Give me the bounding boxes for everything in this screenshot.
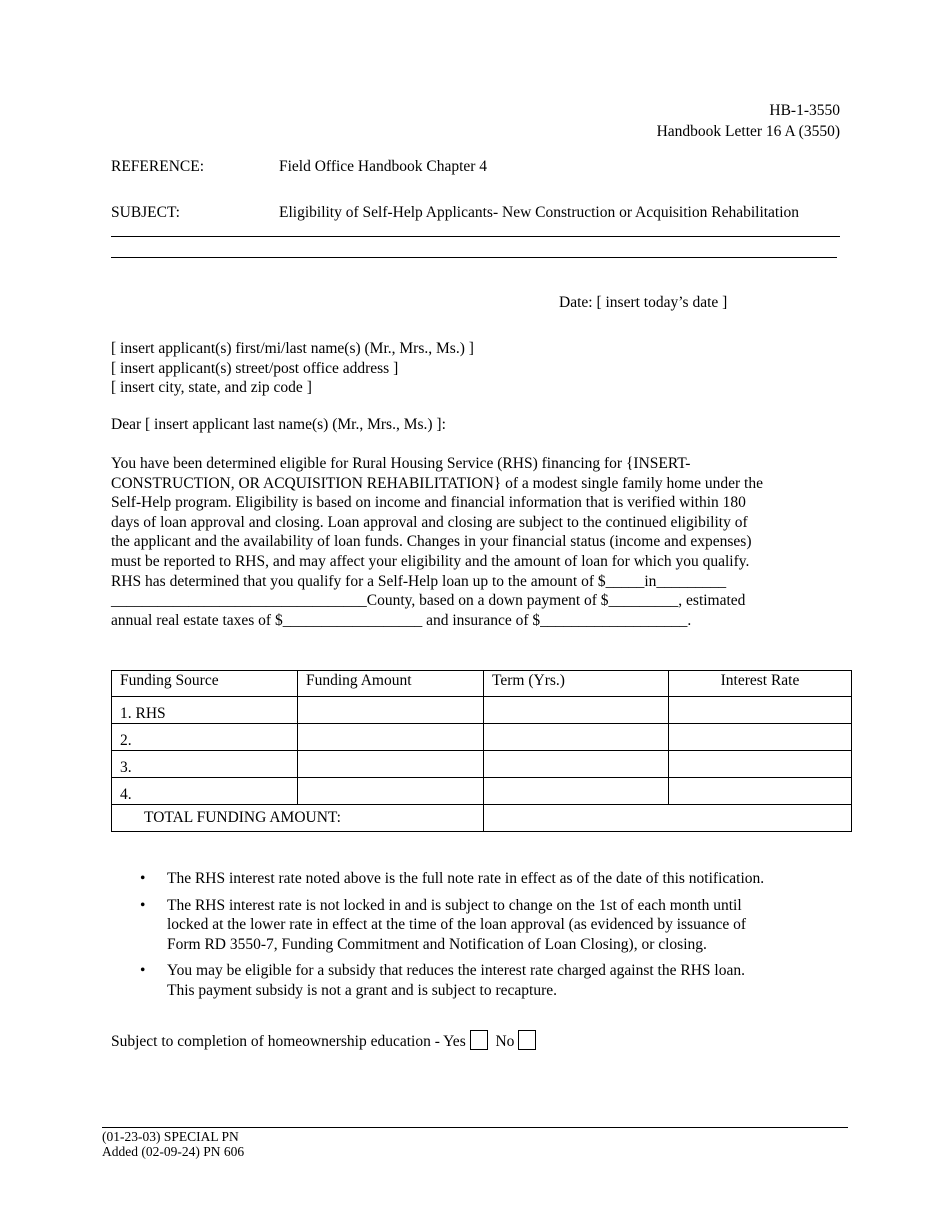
bullet-line: You may be eligible for a subsidy that reduces the interest rate charged against the RHS loan. [167,962,745,980]
table-cell[interactable] [298,751,484,778]
list-item [140,869,847,889]
yes-checkbox[interactable] [470,1030,488,1050]
subject-value: Eligibility of Self-Help Applicants- New Construction or Acquisition Rehabilitation [279,204,800,221]
table-cell[interactable] [298,697,484,724]
reference-value: Field Office Handbook Chapter 4 [279,158,488,175]
table-row [112,724,852,751]
table-cell[interactable] [669,724,852,751]
date-line: Date: [ insert today’s date ] [559,294,728,311]
table-cell[interactable] [669,778,852,805]
table-cell[interactable] [298,778,484,805]
table-cell: 3. [112,751,298,778]
body-line: RHS has determined that you qualify for a Self-Help loan up to the amount of $_____in_________ [111,572,727,590]
education-line [111,1030,536,1051]
body-line: CONSTRUCTION, OR ACQUISITION REHABILITATION} of a modest single family home under the [111,474,763,492]
footer-line: Added (02-09-24) PN 606 [102,1144,245,1159]
address-line: [ insert applicant(s) first/mi/last name(s) (Mr., Mrs., Ms.) ] [111,340,474,357]
body-paragraph [111,454,851,630]
bullet-line: The RHS interest rate is not locked in and is subject to change on the 1st of each month until [167,896,742,914]
footer-divider [102,1127,848,1128]
footer-line: (01-23-03) SPECIAL PN [102,1129,239,1144]
table-row [112,697,852,724]
divider [111,257,837,258]
document-header [657,100,840,142]
body-line: annual real estate taxes of $__________________ and insurance of $___________________. [111,611,692,629]
education-text: Subject to completion of homeownership education - Yes [111,1033,466,1050]
table-cell[interactable] [669,697,852,724]
table-header-row [112,671,852,697]
bullet-line: The RHS interest rate noted above is the full note rate in effect as of the date of this notification. [167,870,765,887]
table-cell[interactable] [484,724,669,751]
body-line: must be reported to RHS, and may affect your eligibility and the amount of loan for which you qualify. [111,552,750,570]
column-header: Interest Rate [669,671,852,697]
address-line: [ insert applicant(s) street/post office address ] [111,359,399,377]
body-line: _________________________________County, based on a down payment of $_________, estimated [111,592,746,610]
total-funding-label: TOTAL FUNDING AMOUNT: [112,805,484,832]
funding-table [111,670,852,832]
total-row [112,805,852,832]
bullet-line: locked at the lower rate in effect at the time of the loan approval (as evidenced by issuance of [167,916,747,934]
bullet-icon: • [140,896,146,914]
table-cell: 4. [112,778,298,805]
table-cell: 2. [112,724,298,751]
reference-label: REFERENCE: [111,158,205,175]
total-funding-value[interactable] [484,805,852,832]
list-item [140,961,847,1000]
table-cell[interactable] [484,751,669,778]
salutation: Dear [ insert applicant last name(s) (Mr., Mrs., Ms.) ]: [111,416,446,433]
bullet-line: Form RD 3550-7, Funding Commitment and Notification of Loan Closing), or closing. [167,935,707,953]
table-row [112,778,852,805]
body-line: You have been determined eligible for Rural Housing Service (RHS) financing for {INSERT- [111,455,691,472]
no-label: No [495,1033,515,1050]
table-cell: 1. RHS [112,697,298,724]
table-cell[interactable] [669,751,852,778]
table-cell[interactable] [484,697,669,724]
doc-id: HB-1-3550 [769,102,840,119]
no-checkbox[interactable] [518,1030,536,1050]
table-cell[interactable] [484,778,669,805]
table-row [112,751,852,778]
body-line: days of loan approval and closing. Loan approval and closing are subject to the continued eligibility of [111,513,748,531]
handbook-letter: Handbook Letter 16 A (3550) [656,123,840,140]
bullet-line: This payment subsidy is not a grant and is subject to recapture. [167,981,557,999]
list-item [140,896,847,955]
footer [102,1129,244,1159]
bullet-icon: • [140,962,146,980]
body-line: Self-Help program. Eligibility is based on income and financial information that is verified within 180 [111,494,746,512]
subject-label: SUBJECT: [111,204,180,221]
bullet-list [140,869,847,1008]
divider [111,236,840,237]
table-cell[interactable] [298,724,484,751]
address-block [111,339,851,398]
address-line: [ insert city, state, and zip code ] [111,379,312,397]
column-header: Funding Amount [298,671,484,697]
column-header: Funding Source [112,671,298,697]
bullet-icon: • [140,870,146,887]
body-line: the applicant and the availability of loan funds. Changes in your financial status (income and expenses) [111,533,752,551]
column-header: Term (Yrs.) [484,671,669,697]
